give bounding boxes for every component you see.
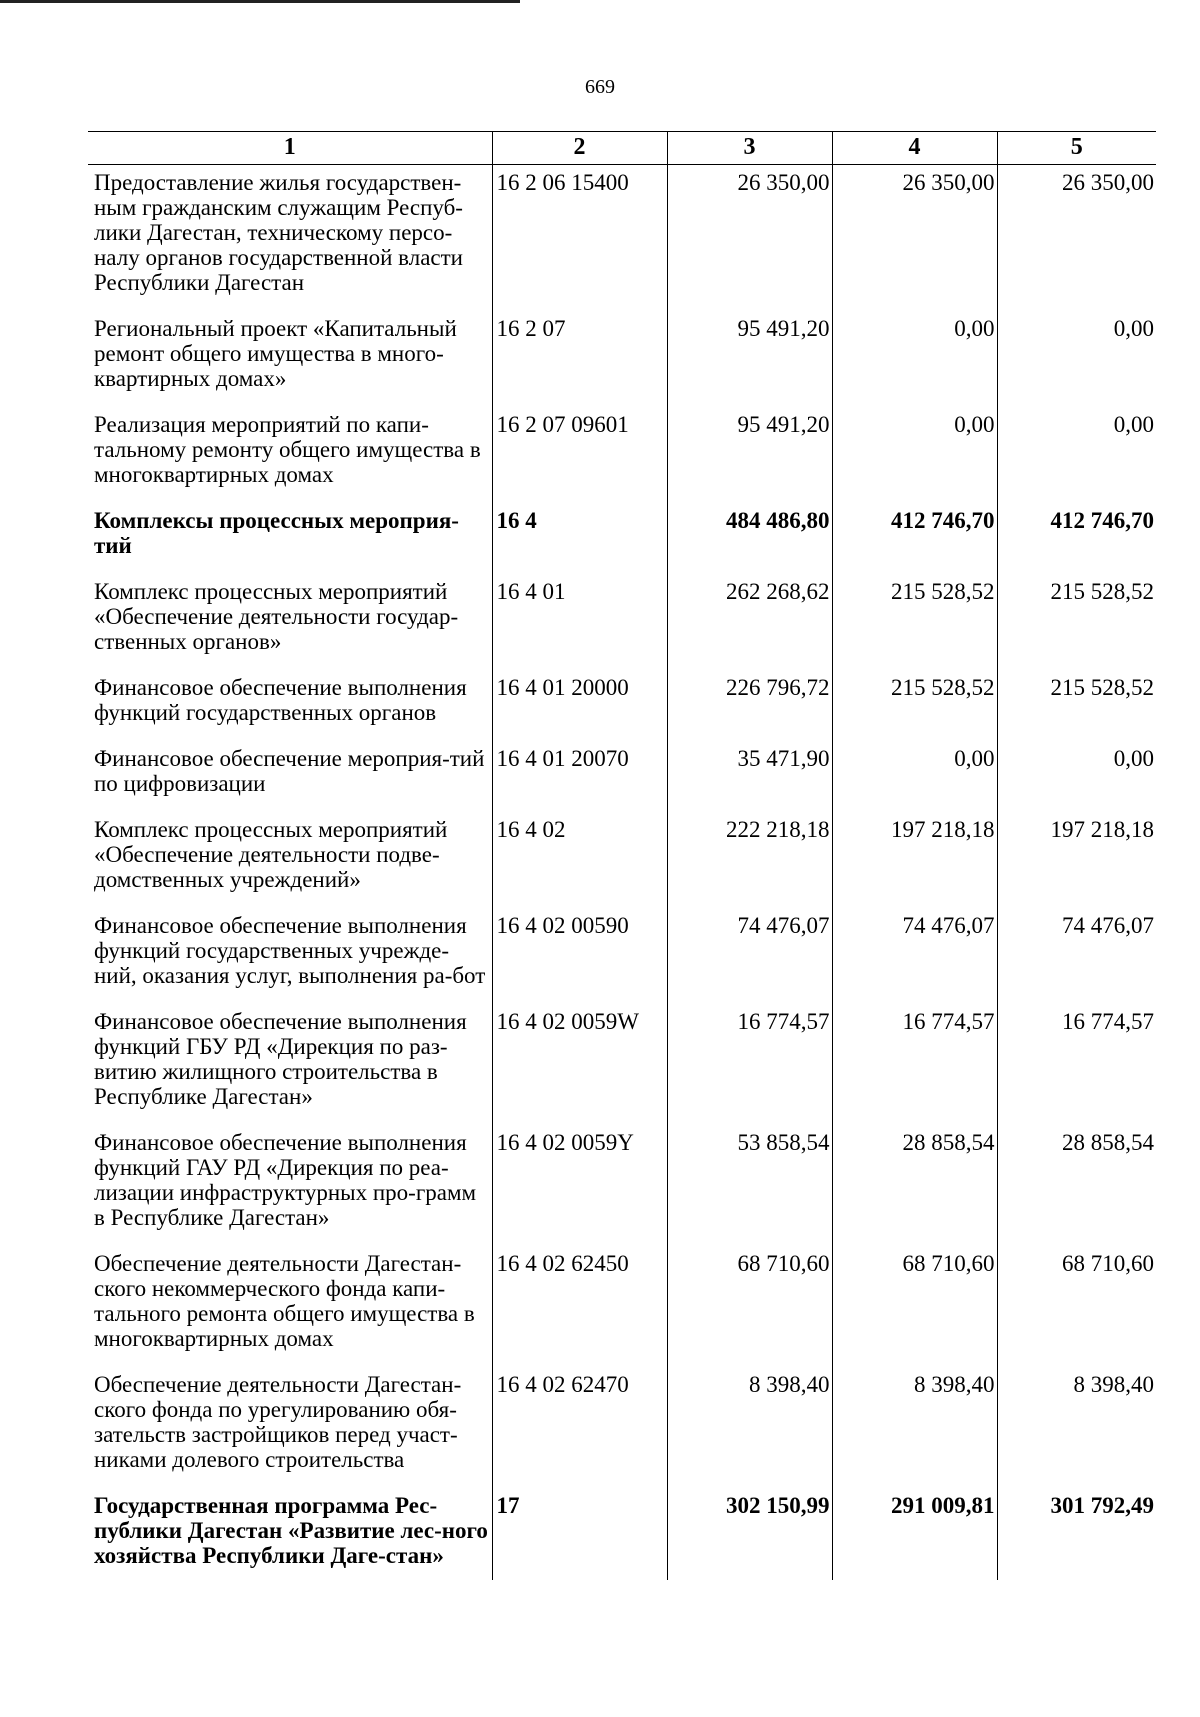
table-row	[88, 670, 1156, 741]
table-header-row	[88, 132, 1156, 165]
row-value-col3-cell: 26 350,00	[667, 165, 832, 312]
row-value-col5-cell: 26 350,00	[997, 165, 1156, 312]
row-code-cell: 16 4 01 20070	[492, 741, 667, 812]
row-name-cell: Комплексы процессных мероприя-тий	[94, 508, 459, 558]
row-value-col5-cell: 301 792,49	[997, 1488, 1156, 1580]
row-value-col5-cell: 0,00	[997, 407, 1156, 503]
row-value-col5-cell: 8 398,40	[997, 1367, 1156, 1488]
row-value-col5-cell: 197 218,18	[997, 812, 1156, 908]
table-row	[88, 741, 1156, 812]
column-header-3: 3	[667, 132, 832, 165]
row-value-col3-cell: 226 796,72	[667, 670, 832, 741]
table-row	[88, 908, 1156, 1004]
table-row	[88, 1488, 1156, 1580]
row-value-col4-cell: 8 398,40	[832, 1367, 997, 1488]
row-name-cell: Региональный проект «Капитальный ремонт общего имущества в много-квартирных домах»	[94, 316, 457, 391]
row-value-col5-cell: 68 710,60	[997, 1246, 1156, 1367]
row-name-cell: Обеспечение деятельности Дагестан-ского фонда по урегулированию обя-зательств застройщиков перед участ-никами долевого строительства	[94, 1372, 462, 1472]
row-value-col4-cell: 291 009,81	[832, 1488, 997, 1580]
table-row	[88, 165, 1156, 312]
column-header-4: 4	[832, 132, 997, 165]
budget-table	[88, 131, 1156, 1580]
row-code-cell: 16 4 02 00590	[492, 908, 667, 1004]
row-value-col4-cell: 16 774,57	[832, 1004, 997, 1125]
row-name-cell: Государственная программа Рес-публики Дагестан «Развитие лес-ного хозяйства Республики Даге-стан»	[94, 1493, 488, 1568]
row-value-col4-cell: 0,00	[832, 407, 997, 503]
row-code-cell: 16 4 02 62450	[492, 1246, 667, 1367]
table-row	[88, 1004, 1156, 1125]
row-value-col5-cell: 215 528,52	[997, 670, 1156, 741]
row-value-col5-cell: 0,00	[997, 741, 1156, 812]
row-name-cell: Финансовое обеспечение выполнения функций государственных органов	[94, 675, 467, 725]
row-value-col5-cell: 215 528,52	[997, 574, 1156, 670]
page-number: 669	[585, 76, 615, 98]
column-header-2: 2	[492, 132, 667, 165]
table-row	[88, 812, 1156, 908]
row-value-col5-cell: 16 774,57	[997, 1004, 1156, 1125]
table-row	[88, 1367, 1156, 1488]
row-name-cell: Финансовое обеспечение выполнения функций государственных учрежде-ний, оказания услуг, выполнения ра-бот	[94, 913, 486, 988]
row-code-cell: 16 4 02 0059Y	[492, 1125, 667, 1246]
row-code-cell: 16 2 07 09601	[492, 407, 667, 503]
row-name-cell: Реализация мероприятий по капи-тальному ремонту общего имущества в многоквартирных домах	[94, 412, 481, 487]
table-row	[88, 1125, 1156, 1246]
row-code-cell: 16 4 02	[492, 812, 667, 908]
row-value-col3-cell: 302 150,99	[667, 1488, 832, 1580]
row-code-cell: 16 4 02 0059W	[492, 1004, 667, 1125]
table-row	[88, 311, 1156, 407]
row-code-cell: 16 4 01	[492, 574, 667, 670]
row-value-col4-cell: 412 746,70	[832, 503, 997, 574]
row-value-col3-cell: 8 398,40	[667, 1367, 832, 1488]
row-value-col4-cell: 215 528,52	[832, 670, 997, 741]
row-code-cell: 16 2 06 15400	[492, 165, 667, 312]
row-value-col5-cell: 0,00	[997, 311, 1156, 407]
scan-top-rule	[0, 0, 520, 3]
row-value-col3-cell: 262 268,62	[667, 574, 832, 670]
table-row	[88, 574, 1156, 670]
column-header-5: 5	[997, 132, 1156, 165]
row-value-col4-cell: 0,00	[832, 741, 997, 812]
table-row	[88, 503, 1156, 574]
row-name-cell: Финансовое обеспечение выполнения функций ГАУ РД «Дирекция по реа-лизации инфраструктурных про-грамм в Республике Дагестан»	[94, 1130, 477, 1230]
row-value-col4-cell: 0,00	[832, 311, 997, 407]
row-name-cell: Финансовое обеспечение выполнения функций ГБУ РД «Дирекция по раз-витию жилищного строительства в Республике Дагестан»	[94, 1009, 467, 1109]
table-row	[88, 1246, 1156, 1367]
row-value-col4-cell: 215 528,52	[832, 574, 997, 670]
row-value-col3-cell: 95 491,20	[667, 407, 832, 503]
row-value-col3-cell: 484 486,80	[667, 503, 832, 574]
row-value-col3-cell: 74 476,07	[667, 908, 832, 1004]
row-code-cell: 16 4 01 20000	[492, 670, 667, 741]
row-name-cell: Комплекс процессных мероприятий «Обеспечение деятельности государ-ственных органов»	[94, 579, 459, 654]
table-row	[88, 407, 1156, 503]
row-value-col4-cell: 197 218,18	[832, 812, 997, 908]
row-value-col5-cell: 74 476,07	[997, 908, 1156, 1004]
row-value-col3-cell: 68 710,60	[667, 1246, 832, 1367]
row-name-cell: Комплекс процессных мероприятий «Обеспечение деятельности подве-домственных учреждений»	[94, 817, 448, 892]
row-value-col5-cell: 412 746,70	[997, 503, 1156, 574]
row-value-col3-cell: 35 471,90	[667, 741, 832, 812]
row-value-col3-cell: 95 491,20	[667, 311, 832, 407]
row-code-cell: 16 4 02 62470	[492, 1367, 667, 1488]
row-value-col4-cell: 74 476,07	[832, 908, 997, 1004]
column-header-1: 1	[88, 132, 492, 165]
row-value-col5-cell: 28 858,54	[997, 1125, 1156, 1246]
row-value-col4-cell: 28 858,54	[832, 1125, 997, 1246]
row-code-cell: 16 4	[492, 503, 667, 574]
row-value-col4-cell: 68 710,60	[832, 1246, 997, 1367]
row-value-col4-cell: 26 350,00	[832, 165, 997, 312]
row-name-cell: Предоставление жилья государствен-ным гражданским служащим Респуб-лики Дагестан, техническому персо-налу органов государственной власти Республики Дагестан	[94, 170, 463, 295]
row-name-cell: Обеспечение деятельности Дагестан-ского некоммерческого фонда капи-тального ремонта общего имущества в многоквартирных домах	[94, 1251, 475, 1351]
row-value-col3-cell: 16 774,57	[667, 1004, 832, 1125]
row-code-cell: 16 2 07	[492, 311, 667, 407]
row-value-col3-cell: 53 858,54	[667, 1125, 832, 1246]
row-value-col3-cell: 222 218,18	[667, 812, 832, 908]
row-code-cell: 17	[492, 1488, 667, 1580]
row-name-cell: Финансовое обеспечение мероприя-тий по цифровизации	[94, 746, 485, 796]
